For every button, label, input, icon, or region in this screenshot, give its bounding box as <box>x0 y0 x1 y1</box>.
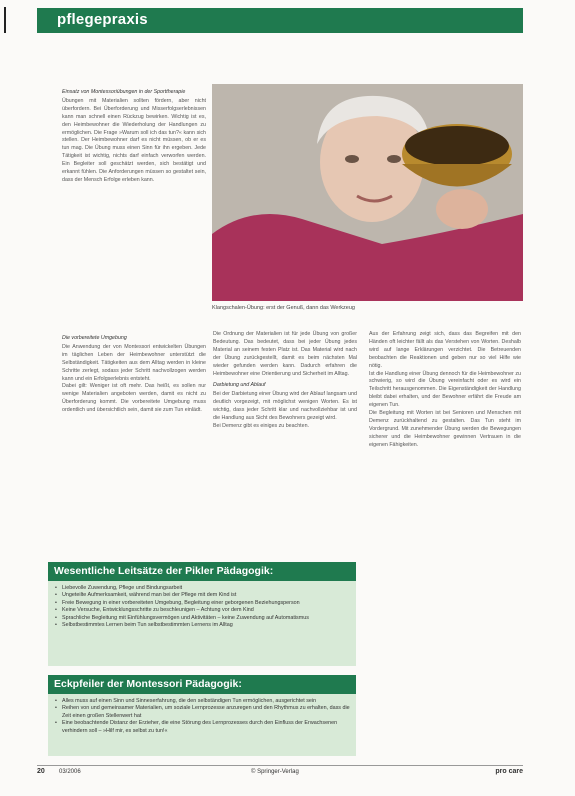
pillars-list <box>48 698 356 735</box>
paragraph: Dabei gilt: Weniger ist oft mehr. Das heißt, es sollen nur wenige Materialien angeboten werden, damit es nicht zu Überforderung kommt. Die vorbereitete Umgebung muss ordentlich und übersichtlich sein, damit sie zum Tun einlädt. <box>62 383 206 414</box>
box-title: Wesentliche Leitsätze der Pikler Pädagogik: <box>48 562 356 581</box>
pikler-principles-box <box>48 562 356 666</box>
list-item: • Freie Bewegung in einer vorbereiteten Umgebung, Begleitung einer geborgenen Beziehungsperson <box>62 600 350 607</box>
paragraph: Bei der Darbietung einer Übung wird der Ablauf langsam und deutlich vorgezeigt, mit möglichst wenigen Worten. Es ist wichtig, dass jeder Schritt klar und nachvollziehbar ist und die Handlung aus Sicht des Bewohners gezeigt wird. <box>213 391 357 422</box>
box-title: Eckpfeiler der Montessori Pädagogik: <box>48 675 356 694</box>
article-photo <box>212 84 523 301</box>
publisher-label: © Springer-Verlag <box>251 769 299 775</box>
subheading: Darbietung und Ablauf <box>213 382 266 389</box>
principles-list <box>48 585 356 629</box>
montessori-pillars-box <box>48 675 356 756</box>
subheading: Die vorbereitete Umgebung <box>62 335 127 341</box>
magazine-name: pro care <box>495 768 523 775</box>
paragraph: Die Begleitung mit Worten ist bei Senioren und Menschen mit Demenz zurückhaltend zu gestalten. Das Tun steht im Vordergrund. Mit zunehmender Übung werden die Bewegungen sicherer und die Heimbewohner gewinnen Vertrauen in die eigenen Fähigkeiten. <box>369 410 521 448</box>
paragraph: Ist die Handlung einer Übung dennoch für die Heimbewohner zu schwierig, so wird die Übung vereinfacht oder es wird ein Teilschritt herausgenommen. Die Eigenständigkeit der Handlung bleibt dabei erhalten, und der Bewohner erfährt die Freude am eigenen Tun. <box>369 370 521 409</box>
paragraph: Übungen mit Materialien sollten fördern, aber nicht überfordern. Bei Überforderung und Misserfolgserlebnissen kann man schnell einen Rückzug bewirken. Wichtig ist es, den Heimbewohner die Wiederholung der Handlungen zu ermöglichen. Die Frage »Warum soll ich das tun?« kann sich stellen. Der Heimbewohner darf es nicht müssen, ob er es tun mag. Die Übung muss einen Sinn für ihn ergeben. Jede Tätigkeit ist wichtig, nichts darf einfach verworfen werden. Ein Begleiter soll geschätzt werden, sich bestätigt und erkannt fühlen. Die Anforderungen müssen so gestaltet sein, dass der Mensch Erfolge erleben kann. <box>62 97 206 183</box>
list-item: • Selbstbestimmtes Lernen beim Tun selbstbestimmten Lernens im Alltag <box>62 622 350 629</box>
list-item: • Liebevolle Zuwendung, Pflege und Bindungsarbeit <box>62 585 350 592</box>
list-item: • Keine Versuche, Entwicklungsschritte zu beschleunigen – Achtung vor dem Kind <box>62 607 350 614</box>
list-item: • Alles muss auf einen Sinn und Sinneserfahrung, die den selbständigen Tun ermöglichen, ausgerichtet sein <box>62 698 350 705</box>
paragraph: Bei Demenz gibt es einiges zu beachten. <box>213 422 309 429</box>
page-number: 20 <box>37 768 45 775</box>
margin-mark <box>4 7 6 33</box>
list-item: • Eine beobachtende Distanz der Erzieher, die eine Störung des Lernprozesses durch den Einfluss der Erwachsenen verhindern soll – »Hilf mir, es selbst zu tun!« <box>62 720 350 735</box>
footer-divider <box>37 765 523 766</box>
list-item: • Reihen von und gemeinsamer Materialien, um soziale Lernprozesse anzuregen und den Rhythmus zu erhalten, dass die Zeit einen großen Stellenwert hat <box>62 705 350 720</box>
paragraph: Die Anwendung der von Montessori entwickelten Übungen im täglichen Leben der Heimbewohner unterstützt die Selbständigkeit. Tätigkeiten aus dem Alltag werden in kleine Schritte zerlegt, sodass jeder Schritt nachvollzogen werden kann und ein Erfolgserlebnis entsteht. <box>62 343 206 382</box>
column-left-top <box>62 85 206 185</box>
page-footer <box>37 768 523 780</box>
subheading: Einsatz von Montessoriübungen in der Sporttherapie <box>62 89 186 95</box>
column-right <box>369 331 521 450</box>
issue-label: 03/2006 <box>59 769 81 775</box>
photo-caption: Klangschalen-Übung: erst der Genuß, dann das Werkzeug <box>212 305 355 311</box>
list-item: • Sprachliche Begleitung mit Einfühlungsvermögen und Aktivitäten – keine Zuwendung auf Automatismus <box>62 615 350 622</box>
paragraph: Aus der Erfahrung zeigt sich, dass das Begreifen mit den Händen oft leichter fällt als das Verstehen von Worten. Deshalb wird auf lange Erklärungen verzichtet. Die Betreuenden beobachten die Reaktionen und geben nur so viel Hilfe wie nötig. <box>369 331 521 369</box>
photo-illustration <box>212 84 523 301</box>
section-header <box>37 8 523 33</box>
section-title: pflegepraxis <box>57 11 148 28</box>
list-item: • Ungeteilte Aufmerksamkeit, während man bei der Pflege mit dem Kind ist <box>62 592 350 599</box>
column-left-bottom <box>62 331 206 415</box>
paragraph: Die Ordnung der Materialien ist für jede Übung von großer Bedeutung. Das bedeutet, dass bei jeder Übung jedes Material an seinem festen Platz ist. Das Material wird nach der Übung zurückgestellt, damit es beim nächsten Mal wieder gefunden werden kann. Dadurch erfahren die Heimbewohner eine Orientierung und Sicherheit im Alltag. <box>213 331 357 377</box>
column-middle <box>213 331 357 431</box>
